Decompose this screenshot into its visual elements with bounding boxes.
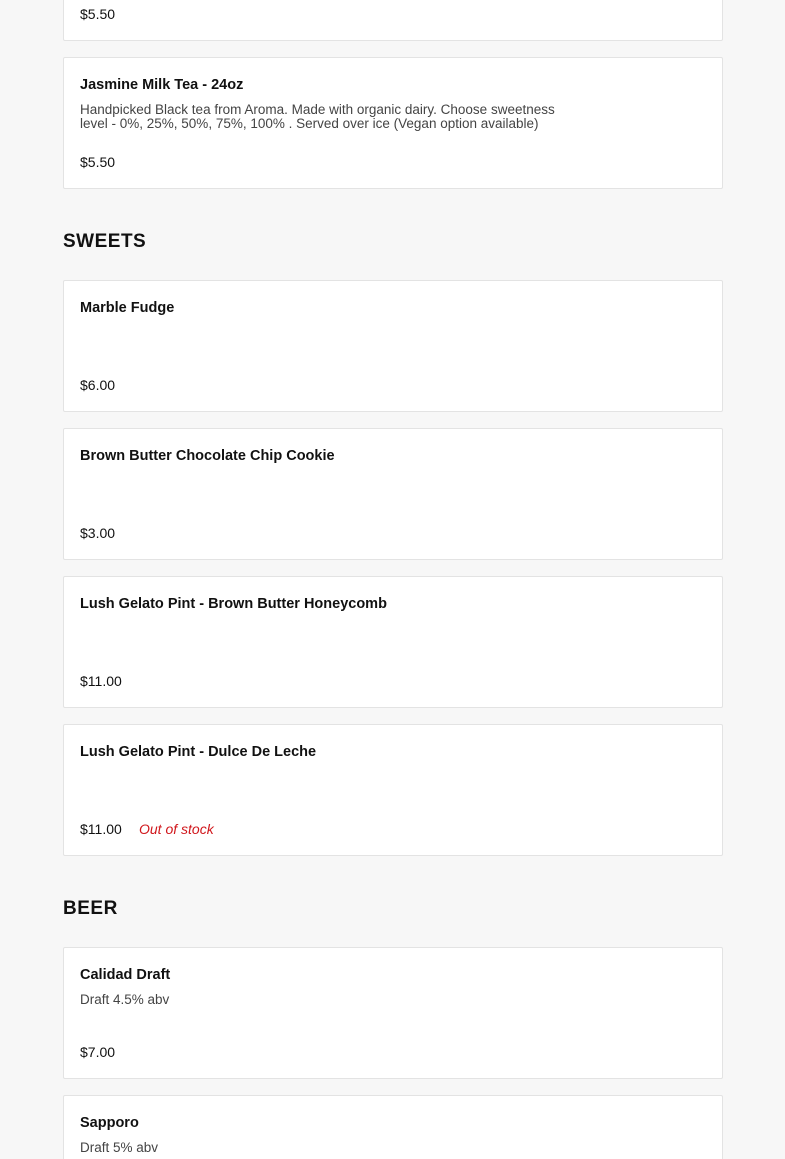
menu-item-gelato-honeycomb[interactable] bbox=[63, 576, 723, 708]
item-name: Jasmine Milk Tea - 24oz bbox=[80, 77, 244, 93]
item-description-line: Handpicked Black tea from Aroma. Made with organic dairy. Choose sweetness bbox=[80, 102, 555, 117]
item-name: Calidad Draft bbox=[80, 967, 171, 983]
item-price: $6.00 bbox=[80, 377, 116, 393]
menu-item-gelato-dulce-de-leche[interactable] bbox=[63, 724, 723, 856]
menu-item-chocolate-chip-cookie[interactable] bbox=[63, 428, 723, 560]
item-price: $11.00 bbox=[80, 673, 122, 689]
section-title-beer: BEER bbox=[63, 898, 118, 919]
menu-item-marble-fudge[interactable] bbox=[63, 280, 723, 412]
item-price: $11.00 bbox=[80, 821, 122, 837]
item-description: Draft 4.5% abv bbox=[80, 992, 170, 1007]
item-price: $5.50 bbox=[80, 6, 116, 22]
menu-item-sapporo[interactable] bbox=[63, 1095, 723, 1159]
menu-item-jasmine-milk-tea[interactable] bbox=[63, 57, 723, 189]
menu-item-calidad-draft[interactable] bbox=[63, 947, 723, 1079]
item-price: $7.00 bbox=[80, 1044, 116, 1060]
menu-item-card[interactable] bbox=[63, 0, 723, 41]
item-name: Brown Butter Chocolate Chip Cookie bbox=[80, 448, 335, 464]
item-description: Draft 5% abv bbox=[80, 1140, 159, 1155]
item-description-line: level - 0%, 25%, 50%, 75%, 100% . Served over ice (Vegan option available) bbox=[80, 116, 539, 131]
item-name: Marble Fudge bbox=[80, 300, 175, 316]
out-of-stock-label: Out of stock bbox=[139, 821, 214, 837]
section-title-sweets: SWEETS bbox=[63, 231, 147, 252]
item-price: $5.50 bbox=[80, 154, 116, 170]
item-name: Lush Gelato Pint - Brown Butter Honeycomb bbox=[80, 596, 387, 612]
item-name: Lush Gelato Pint - Dulce De Leche bbox=[80, 744, 317, 760]
item-price: $3.00 bbox=[80, 525, 116, 541]
item-description bbox=[80, 103, 580, 131]
item-name: Sapporo bbox=[80, 1115, 139, 1131]
